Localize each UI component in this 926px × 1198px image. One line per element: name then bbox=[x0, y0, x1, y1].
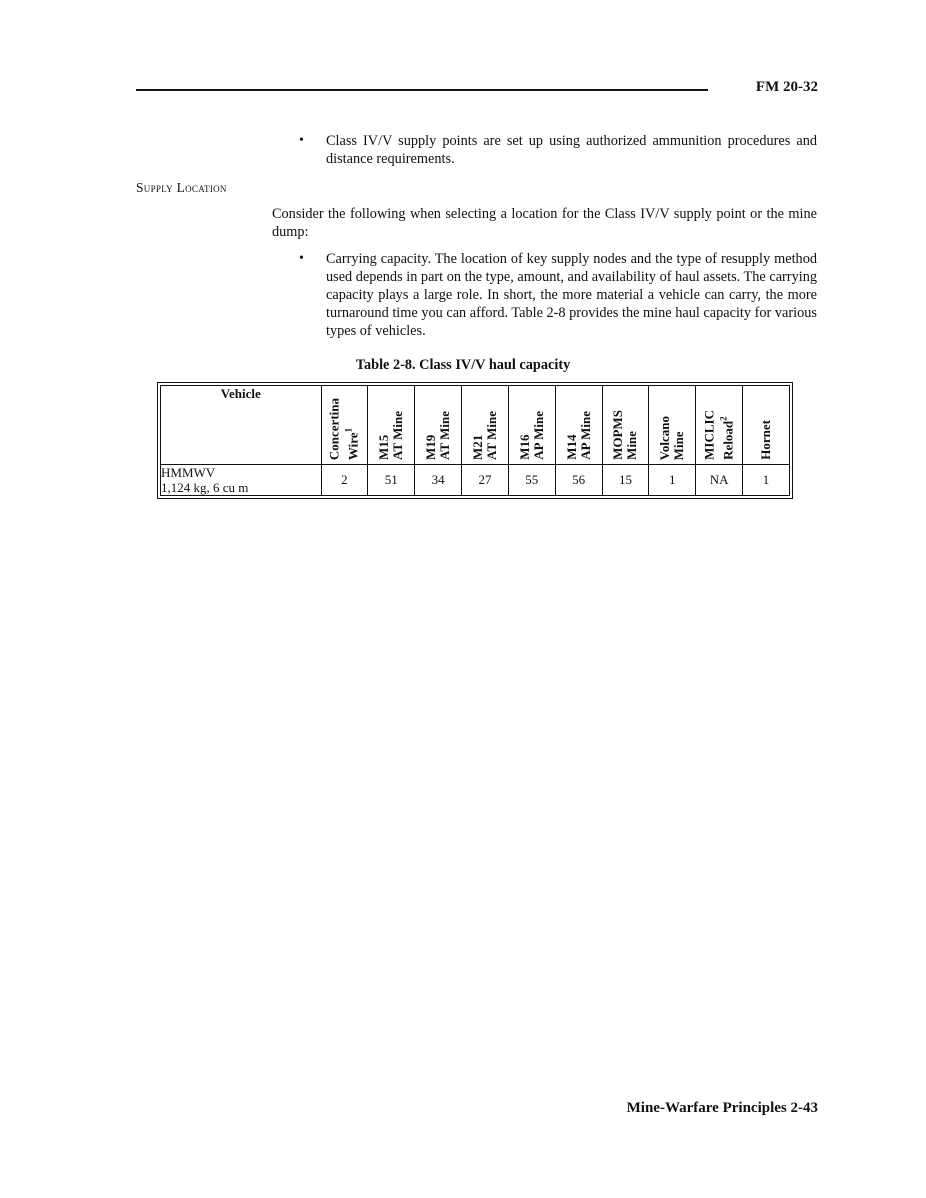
bullet-marker: • bbox=[299, 133, 304, 148]
column-header: Hornet bbox=[743, 386, 790, 465]
table-caption: Table 2-8. Class IV/V haul capacity bbox=[355, 357, 571, 373]
intro-paragraph: Consider the following when selecting a location for the Class IV/V supply point or the mine dump: bbox=[272, 206, 817, 240]
table-row bbox=[161, 465, 790, 496]
table-cell: 27 bbox=[462, 465, 509, 496]
column-header: M14 AP Mine bbox=[555, 386, 602, 465]
table-cell: 51 bbox=[368, 465, 415, 496]
haul-capacity-table bbox=[160, 385, 790, 496]
column-header-vehicle: Vehicle bbox=[161, 386, 322, 465]
column-header: MICLIC Reload$^2$ bbox=[696, 386, 743, 465]
column-header: M19 AT Mine bbox=[415, 386, 462, 465]
column-header: M16 AP Mine bbox=[508, 386, 555, 465]
table-cell: 55 bbox=[508, 465, 555, 496]
column-header: M21 AT Mine bbox=[462, 386, 509, 465]
column-header: Concertina Wire$^1$ bbox=[321, 386, 368, 465]
column-header: M15 AT Mine bbox=[368, 386, 415, 465]
table-cell: NA bbox=[696, 465, 743, 496]
column-header: MOPMS Mine bbox=[602, 386, 649, 465]
table-cell: 34 bbox=[415, 465, 462, 496]
header-rule bbox=[136, 89, 708, 91]
table-header-row bbox=[161, 386, 790, 465]
bullet-carrying-capacity: Carrying capacity. The location of key supply nodes and the type of resupply method used depends in part on the type, amount, and availability of haul assets. The carrying capacity plays a large role. In short, the more material a vehicle can carry, the more turnaround time you can afford. Table 2-8 provides the mine haul capacity for various types of vehicles. bbox=[326, 251, 817, 339]
table-cell: 1 bbox=[649, 465, 696, 496]
column-header: Volcano Mine bbox=[649, 386, 696, 465]
vehicle-cell: HMMWV 1,124 kg, 6 cu m bbox=[161, 465, 322, 496]
page-footer: Mine-Warfare Principles 2-43 bbox=[626, 1100, 818, 1116]
table-cell: 1 bbox=[743, 465, 790, 496]
table-cell: 15 bbox=[602, 465, 649, 496]
table-cell: 2 bbox=[321, 465, 368, 496]
section-heading: Supply Location bbox=[136, 180, 227, 195]
bullet-marker: • bbox=[299, 251, 304, 266]
bullet-supply-points: Class IV/V supply points are set up using authorized ammunition procedures and distance requirements. bbox=[326, 133, 817, 167]
haul-capacity-table-frame bbox=[157, 382, 793, 499]
document-id: FM 20-32 bbox=[755, 79, 818, 95]
table-cell: 56 bbox=[555, 465, 602, 496]
